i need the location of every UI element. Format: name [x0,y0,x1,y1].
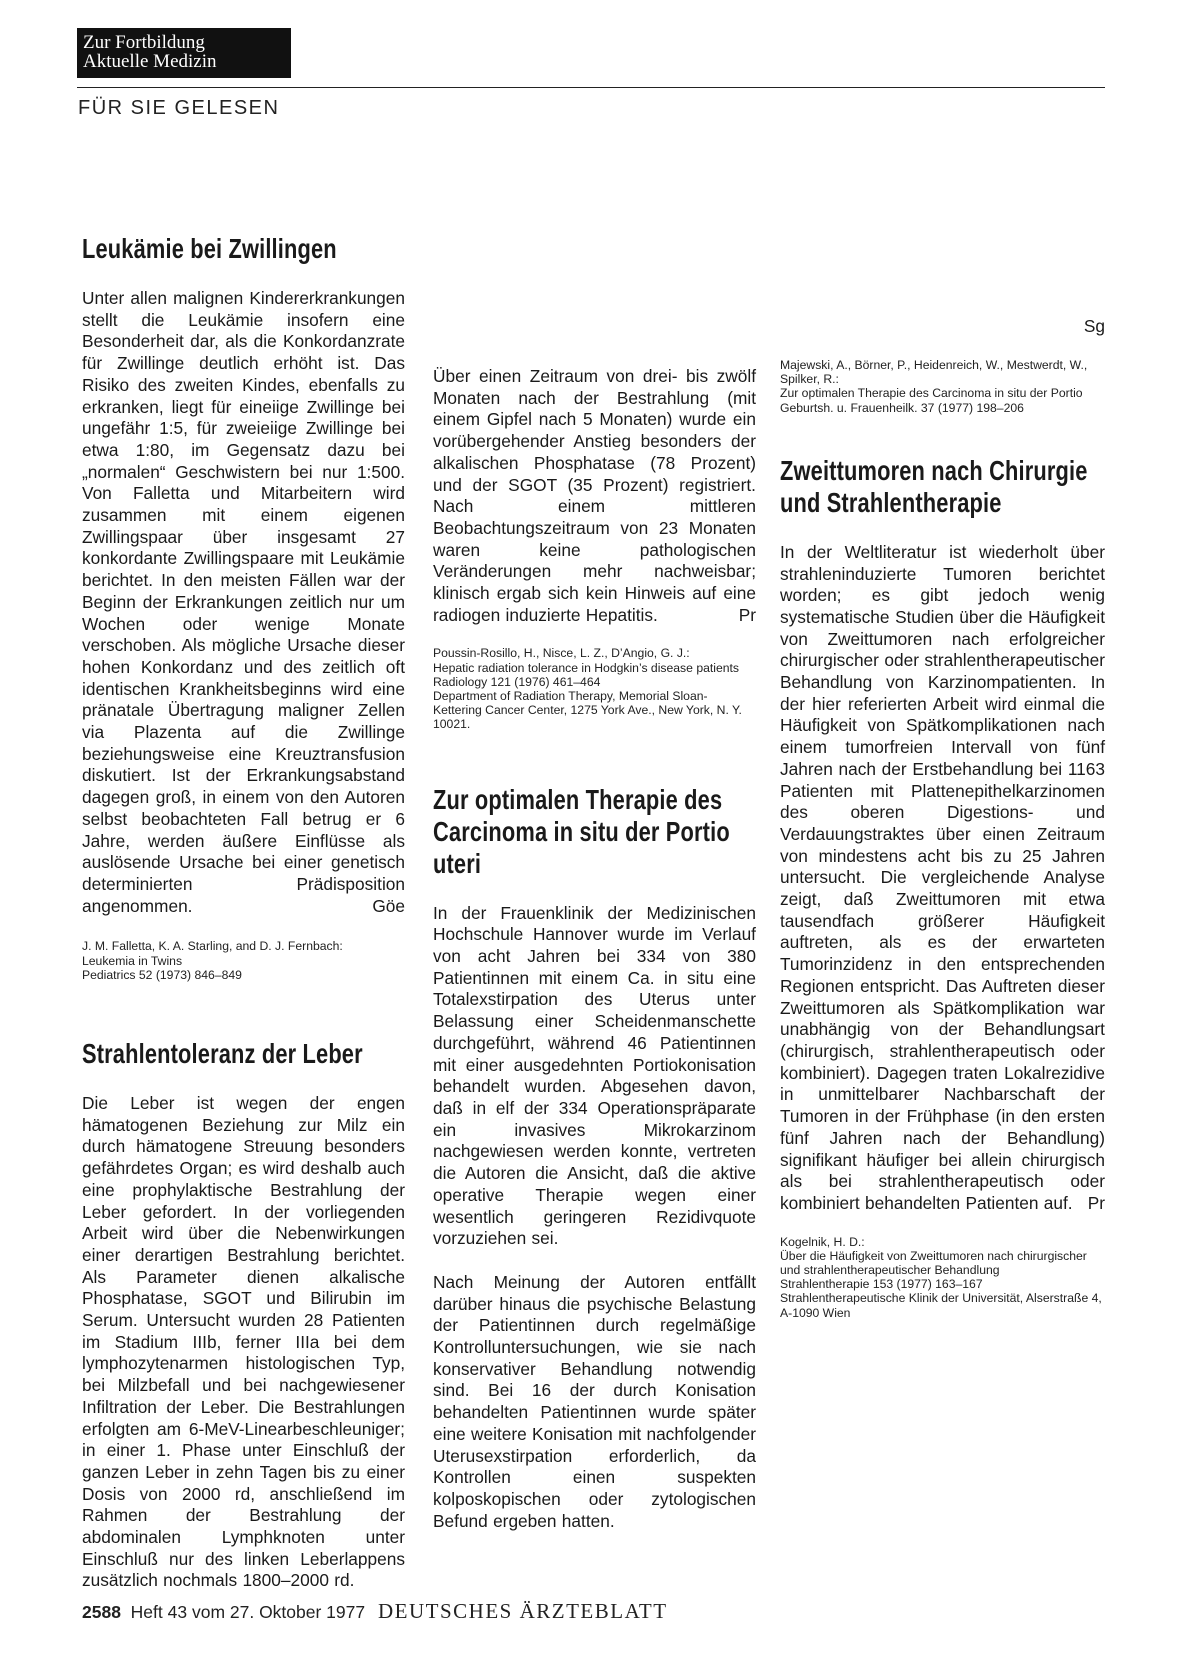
column-1 [82,233,405,1592]
journal-name: DEUTSCHES ÄRZTEBLATT [378,1599,668,1623]
column-2 [433,228,756,1532]
article-body-carcinoma-part1: In der Frauenklinik der Medizinischen Hochschule Hannover wurde im Verlauf von acht Jahren bei 334 von 380 Patientinnen mit einem Ca. in situ eine Totalexstirpation des Uterus unter Belassung einer Scheidenmanschette durchgeführt, während 46 Patientinnen mit einer ausgedehnten Portiokonisation behandelt wurden. Abgesehen davon, daß in elf der 334 Operationspräparate ein invasives Mikrokarzinom nachgewiesen werden konnte, vertreten die Autoren die Ansicht, daß die aktive operative Therapie wegen einer wesentlich geringeren Rezidivquote vorzuziehen sei. [433,902,756,1249]
reference-zweittumoren: Kogelnik, H. D.: Über die Häufigkeit von Zweittumoren nach chirurgischer und strahlentherapeutischer Behandlung Strahlentherapie 153 (1977) 163–167 Strahlentherapeutische Klinik der Universität, Alserstraße 4, A-1090 Wien [780,1234,1102,1320]
reference-strahlentoleranz: Poussin-Rosillo, H., Nisce, L. Z., D’Angio, G. J.: Hepatic radiation tolerance in Hodgkin’s disease patients Radiology 121 (1976) 461–464 Department of Radiation Therapy, Memorial Sloan-Kettering Cancer Center, 1275 York Ave., New York, N. Y. 10021. [433,646,742,732]
page-number: 2588 [82,1602,121,1622]
header-rule [77,87,1105,88]
author-initials: Sg [1083,316,1105,336]
article-body-strahlentoleranz-part1: Die Leber ist wegen der engen hämatogenen Beziehung zur Milz ein durch hämatogene Streuung besonders gefährdetes Organ; es wird deshalb auch eine prophylaktische Bestrahlung der Leber gefordert. In der vorliegenden Arbeit wird über die Nebenwirkungen einer derartigen Bestrahlung berichtet. Als Parameter dienen alkalische Phosphatase, SGOT und Bilirubin im Serum. Untersucht wurden 28 Patienten im Stadium IIIb, ferner IIIa bei dem lymphozytenarmen histologischen Typ, bei Milzbefall und bei nachgewiesener Infiltration der Leber. Die Bestrahlungen erfolgten am 6-MeV-Linearbeschleuniger; in einer 1. Phase unter Einschluß der ganzen Leber in zehn Tagen bis zu einer Dosis von 2000 rd, anschließend im Rahmen der Bestrahlung der abdominalen Lymphknoten unter Einschluß nur des linken Leberlappens zusätzlich nochmals 1800–2000 rd. [82,1093,405,1591]
article-body-zweittumoren: In der Weltliteratur ist wiederholt über strahleninduzierte Tumoren berichtet worden; es gibt jedoch wenig systematische Studien über die Häufigkeit von Zweittumoren nach erfolgreicher chirurgischer oder strahlentherapeutischer Behandlung von Karzinompatienten. In der hier referierten Arbeit wird einmal die Häufigkeit von Spätkomplikationen nach einem tumorfreien Intervall von fünf Jahren nach der Erstbehandlung bei 1163 Patienten mit Plattenepithelkarzinomen des oberen Digestions- und Verdauungstraktes über einen Zeitraum von mindestens acht bis zu 25 Jahren untersucht. Die vergleichende Analyse zeigt, daß Zweittumoren mit etwa tausendfach größerer Häufigkeit auftreten, als es der erwarteten Tumorinzidenz in den entsprechenden Regionen entspricht. Das Auftreten dieser Zweittumoren als Spätkomplikation war unabhängig von der Behandlungsart (chirurgisch, strahlentherapeutisch oder kombiniert). Dagegen traten Lokalrezidive in unmittelbarer Nachbarschaft der Tumoren in der Frühphase (in den ersten fünf Jahren nach der Behandlung) signifikant häufiger bei allein chirurgisch als bei strahlentherapeutisch oder kombiniert behandelten Patienten auf. Pr [780,541,1105,1213]
page-footer [82,1599,668,1624]
rubric-box [77,28,291,78]
section-label: FÜR SIE GELESEN [78,97,280,119]
reference-carcinoma: Majewski, A., Börner, P., Heidenreich, W., Mestwerdt, W., Spilker, R.: Zur optimalen Therapie des Carcinoma in situ der Portio Geburtsh. u. Frauenheilk. 37 (1977) 198–206 [780,358,1088,415]
reference-leukaemie: J. M. Falletta, K. A. Starling, and D. J. Fernbach: Leukemia in Twins Pediatrics 52 (1973) 846–849 [82,939,343,982]
article-title-zweittumoren: Zweittumoren nach Chirurgie und Strahlentherapie [780,454,1088,518]
article-body-leukaemie: Unter allen malignen Kindererkrankungen stellt die Leukämie insofern eine Besonderheit dar, als die Konkordanzrate für Zwillinge deutlich erhöht ist. Das Risiko des zweiten Kindes, ebenfalls zu erkranken, liegt für eineiige Zwillinge bei ungefähr 1:5, für zweieiige Zwillinge bei etwa 1:80, im Gegensatz dazu bei „normalen“ Geschwistern bei nur 1:500. Von Falletta und Mitarbeitern wird zusammen mit einem eigenen Zwillingspaar über insgesamt 27 konkordante Zwillingspaare mit Leukämie berichtet. In den meisten Fällen war der Beginn der Erkrankungen zeitlich nur um Wochen oder wenige Monate verschoben. Als mögliche Ursache dieser hohen Konkordanz und des zeitlich oft identischen Krankheitsbeginns wird eine pränatale Übertragung maligner Zellen via Plazenta auf die Zwillinge beziehungsweise eine Kreuztransfusion diskutiert. Ist der Erkrankungsabstand dagegen groß, in einem von den Autoren selbst beobachteten Fall betrug er 6 Jahre, werden äußere Einflüsse als auslösende Ursache bei einer genetisch determinierten Prädisposition angenommen. Göe [82,288,405,916]
article-title-leukaemie: Leukämie bei Zwillingen [82,233,337,264]
issue-info: Heft 43 vom 27. Oktober 1977 [130,1602,366,1622]
author-initials: Pr [738,604,756,625]
article-body-strahlentoleranz-part2: Über einen Zeitraum von drei- bis zwölf Monaten nach der Bestrahlung (mit einem Gipfel nach 5 Monaten) wurde ein vorübergehender Anstieg besonders der alkalischen Phosphatase (78 Prozent) und der SGOT (35 Prozent) registriert. Nach einem mittleren Beobachtungszeitraum von 23 Monaten waren keine pathologischen Veränderungen mehr nachweisbar; klinisch ergab sich kein Hinweis auf eine radiogen induzierte Hepatitis. Pr [433,366,756,625]
rubric-line-2: Aktuelle Medizin [83,51,217,72]
rubric-line-1: Zur Fortbildung [83,32,205,53]
author-initials: Pr [1087,1192,1105,1213]
column-3 [780,228,1105,1320]
article-title-carcinoma: Zur optimalen Therapie des Carcinoma in situ der Portio uteri [433,783,730,879]
article-body-carcinoma-part2: Nach Meinung der Autoren entfällt darüber hinaus die psychische Belastung der Patientinnen durch regelmäßige Kontrolluntersuchungen, wie sie nach konservativer Behandlung notwendig sind. Bei 16 der durch Konisation behandelten Patientinnen wurde später eine weitere Konisation mit nachfolgender Uterusexstirpation erforderlich, da Kontrollen einen suspekten kolposkopischen oder zytologischen Befund ergeben hatten. [433,1271,756,1531]
author-initials: Göe [372,895,405,916]
article-title-strahlentoleranz: Strahlentoleranz der Leber [82,1038,363,1069]
